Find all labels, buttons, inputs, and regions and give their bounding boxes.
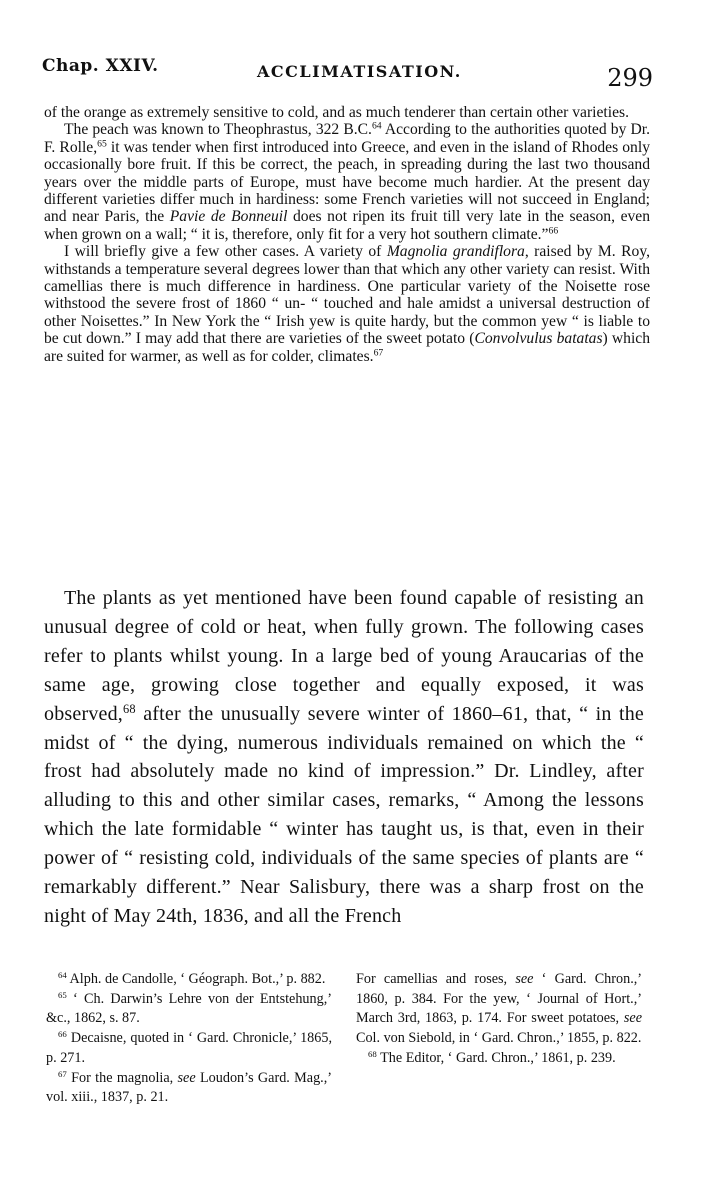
small-type-section [44,104,650,365]
footnote-text: Decaisne, quoted in ‘ Gard. Chronicle,’ 1865, p. 271. [46,1030,332,1066]
footnote-67 [46,1069,332,1108]
footnote-ref-67: 67 [373,347,384,359]
footnote-number: 64 [58,970,67,981]
text-run: The peach was known to Theophrastus, 322 B.C. [64,121,372,139]
footnote-number: 68 [368,1048,377,1059]
italic-term: Pavie de Bonneuil [169,208,288,226]
footnotes-left-column [46,970,332,1108]
page-number: 299 [607,64,653,92]
text-run: , raised by M. Roy, withstands a temperature several degrees lower than that which any other variety can resist. With camellias there is much difference in hardiness. One particular variety of the Noisette rose withstood the severe frost of 1860 “ un- “ touched and hale amidst a universal destruction of other Noisettes.” In New York the “ Irish yew is quite hardy, but the common yew “ is liable to be cut down.” I may add that there are varieties of the sweet potato ( [44,243,651,348]
paragraph-other-cases [44,243,650,365]
footnote-text: ‘ Gard. Chron.,’ 1860, p. 384. For the yew, ‘ Journal of Hort.,’ March 3rd, 1863, p. 174. For sweet potatoes, [356,971,643,1027]
paragraph-orange: of the orange as extremely sensitive to cold, and as much tenderer than certain other varieties. [44,104,629,121]
footnote-65 [46,990,332,1029]
italic-see: see [515,971,534,987]
text-run: ) which are suited for warmer, as well as for colder, climates. [44,330,651,365]
footnote-text: Col. von Siebold, in ‘ Gard. Chron.,’ 1855, p. 822. [356,1030,642,1047]
footnote-ref-65: 65 [97,138,107,150]
italic-term: Convolvulus batatas [474,330,603,348]
footnotes-right-column [356,970,642,1069]
footnote-text: The Editor, ‘ Gard. Chron.,’ 1861, p. 239. [376,1049,616,1066]
text-run: According to the authorities quoted by Dr. F. Rolle, [44,121,650,156]
footnote-number: 67 [58,1068,67,1079]
large-type-section [44,584,644,931]
footnote-text: Alph. de Candolle, ‘ Géograph. Bot.,’ p. 882. [66,971,326,987]
running-header [42,52,653,92]
text-run: I will briefly give a few other cases. A variety of [64,243,387,261]
paragraph-young-plants [44,584,644,931]
text-run: The plants as yet mentioned have been found capable of resisting an unusual degree of cold or heat, when fully grown. The following cases refer to plants whilst young. In a large bed of young Araucarias of the same age, growing close together and equally exposed, it was observed, [44,587,644,725]
italic-see: see [177,1069,196,1086]
footnote-64 [46,970,332,990]
footnote-ref-66: 66 [548,225,559,237]
footnote-number: 65 [58,989,67,1000]
footnote-68 [356,1049,642,1069]
running-title: ACCLIMATISATION. [257,62,462,81]
footnote-ref-68: 68 [123,701,136,716]
footnote-text: Loudon’s Gard. Mag.,’ vol. xiii., 1837, p. 21. [46,1069,332,1106]
footnote-67-continued [356,970,642,1049]
italic-see: see [623,1010,642,1027]
footnote-66 [46,1029,332,1068]
footnote-text: For the magnolia, [66,1069,178,1086]
text-run: does not ripen its fruit till very late in the season, even when grown on a wall; “ it is, therefore, only fit for a very hot southern climate.” [44,208,651,243]
footnote-text: For camellias and roses, [356,971,516,987]
chapter-label: Chap. XXIV. [42,56,159,76]
text-run: after the unusually severe winter of 1860–61, that, “ in the midst of “ the dying, numerous individuals remained on which the “ frost had absolutely made no kind of impression.” Dr. Lindley, after alluding to this and other similar cases, remarks, “ Among the lessons which the late formidable “ winter has taught us, is that, even in their power of “ resisting cold, individuals of the same species of plants are “ remarkably different.” Near Salisbury, there was a sharp frost on the night of May 24th, 1836, and all the French [44,702,644,927]
footnote-text: ‘ Ch. Darwin’s Lehre von der Entstehung,’ &c., 1862, s. 87. [46,990,332,1027]
footnote-ref-64: 64 [371,121,382,133]
footnote-number: 66 [58,1029,67,1040]
paragraph-peach [44,121,650,243]
text-run: it was tender when first introduced into Greece, and even in the island of Rhodes only occasionally bore fruit. If this be correct, the peach, in spreading during the last two thousand years over the middle parts of Europe, must have become much hardier. At the present day different varieties differ much in hardiness: some French varieties will not succeed in England; and near Paris, the [44,138,650,226]
italic-term: Magnolia grandiflora [386,243,525,261]
